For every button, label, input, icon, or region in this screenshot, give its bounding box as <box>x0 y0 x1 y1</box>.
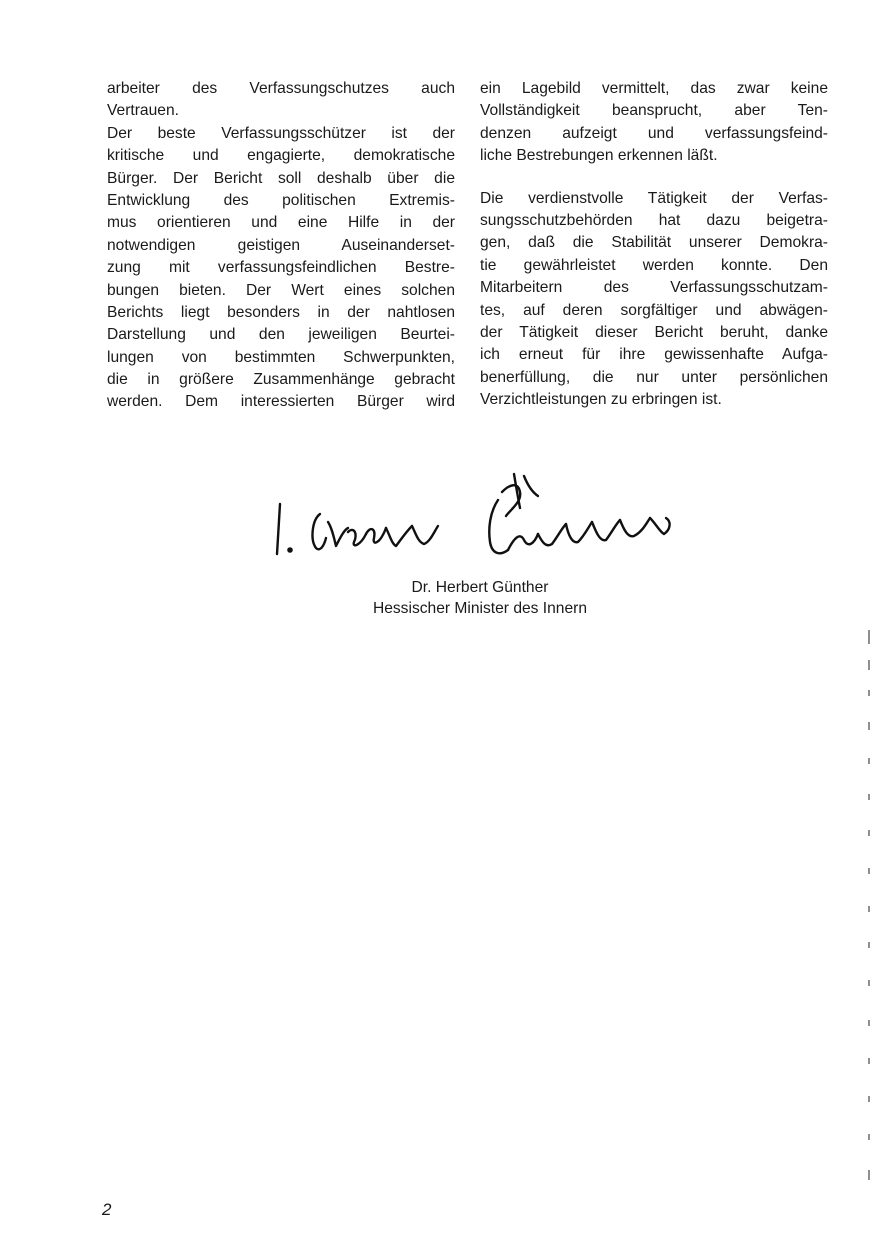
text-line: Bürger. Der Bericht soll deshalb über die <box>107 169 455 187</box>
left-column <box>107 78 455 414</box>
text-line: denzen aufzeigt und verfassungsfeind- <box>480 124 828 142</box>
text-line: tie gewährleistet werden konnte. Den <box>480 256 828 274</box>
text-line: Darstellung und den jeweiligen Beurtei- <box>107 326 455 344</box>
text-line: Berichts liegt besonders in der nahtlosen <box>107 303 455 321</box>
text-line: sungsschutzbehörden hat dazu beigetra- <box>480 211 828 229</box>
text-line: die in größere Zusammenhänge gebracht <box>107 371 455 389</box>
page-number: 2 <box>102 1200 112 1219</box>
paragraph <box>107 78 455 123</box>
text-line: notwendigen geistigen Auseinanderset- <box>107 236 455 254</box>
text-line: benerfüllung, die nur unter persönlichen <box>480 368 828 386</box>
paragraph <box>480 78 828 168</box>
text-line: gen, daß die Stabilität unserer Demokra- <box>480 234 828 252</box>
text-line: zung mit verfassungsfeindlichen Bestre- <box>107 259 455 277</box>
text-line: Mitarbeitern des Verfassungsschutzam- <box>480 279 828 297</box>
signatory-title: Hessischer Minister des Innern <box>372 600 588 617</box>
text-line: Vertrauen. <box>107 102 179 120</box>
handwritten-signature <box>262 462 702 572</box>
right-column <box>480 78 828 411</box>
text-line: Vollständigkeit beansprucht, aber Ten- <box>480 102 828 120</box>
paragraph <box>480 188 828 412</box>
text-line: Verzichtleistungen zu erbringen ist. <box>480 391 722 409</box>
paragraph <box>107 123 455 414</box>
text-line: lungen von bestimmten Schwerpunkten, <box>107 348 455 366</box>
text-line: der Tätigkeit dieser Bericht beruht, danke <box>480 323 828 341</box>
text-line: Der beste Verfassungsschützer ist der <box>107 124 455 142</box>
text-line: Die verdienstvolle Tätigkeit der Verfas- <box>480 189 828 207</box>
text-line: bungen bieten. Der Wert eines solchen <box>107 281 455 299</box>
text-line: kritische und engagierte, demokratische <box>107 147 455 165</box>
text-line: tes, auf deren sorgfältiger und abwägen- <box>480 301 828 319</box>
text-line: arbeiter des Verfassungschutzes auch <box>107 80 455 97</box>
text-line: werden. Dem interessierten Bürger wird <box>107 393 455 411</box>
text-line: Entwicklung des politischen Extremis- <box>107 191 455 209</box>
text-line: ein Lagebild vermittelt, das zwar keine <box>480 80 828 97</box>
signatory-name: Dr. Herbert Günther <box>411 579 549 596</box>
text-line: liche Bestrebungen erkennen läßt. <box>480 147 718 165</box>
text-line: mus orientieren und eine Hilfe in der <box>107 214 455 232</box>
scan-edge-marks <box>866 630 872 1190</box>
text-line: ich erneut für ihre gewissenhafte Aufga- <box>480 346 828 364</box>
paragraph-spacer <box>480 168 828 188</box>
